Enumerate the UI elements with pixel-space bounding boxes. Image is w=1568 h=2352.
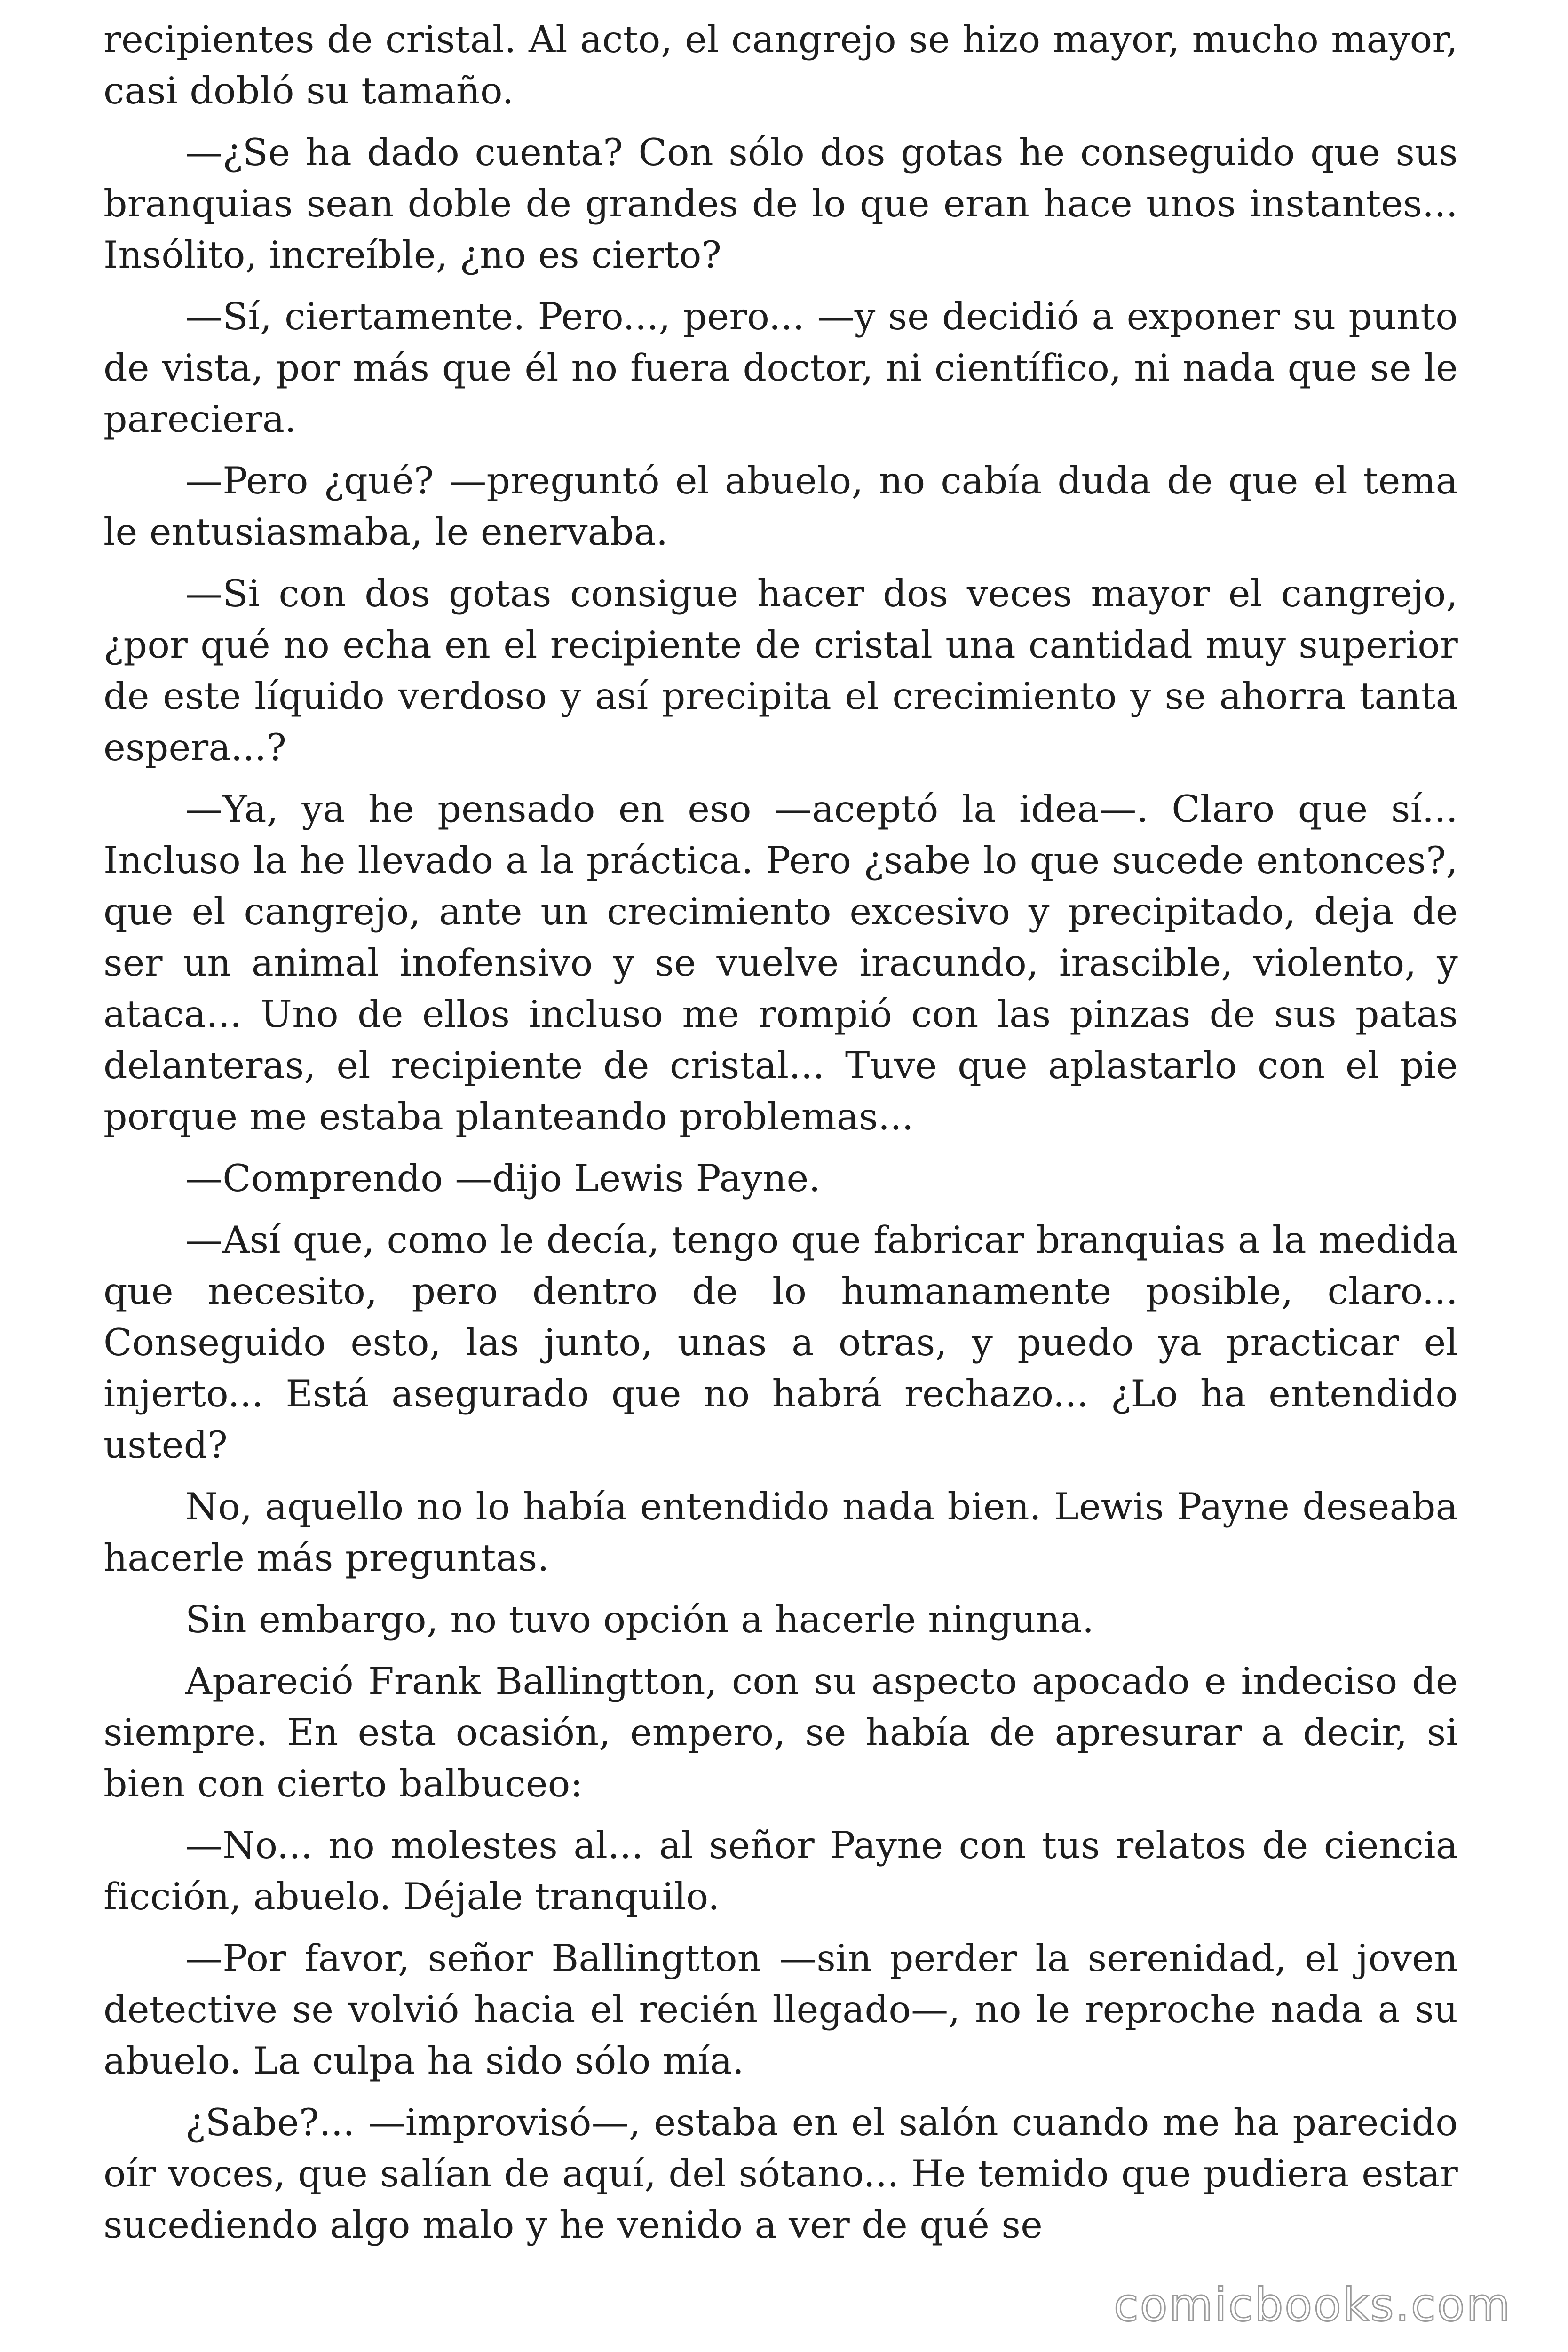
- paragraph: Sin embargo, no tuvo opción a hacerle ninguna.: [185, 1598, 1094, 1641]
- paragraph: —¿Se ha dado cuenta? Con sólo dos gotas he conseguido que sus branquias sean doble de grandes de lo que eran hace unos instantes... Insólito, increíble, ¿no es cierto?: [103, 131, 1458, 277]
- paragraph: —No... no molestes al... al señor Payne con tus relatos de ciencia ficción, abuelo. Déjale tranquilo.: [103, 1824, 1458, 1918]
- paragraph: —Así que, como le decía, tengo que fabricar branquias a la medida que necesito, pero dentro de lo humanamente posible, claro... Conseguido esto, las junto, unas a otras, y puedo ya practicar el injerto... Está asegurado que no habrá rechazo... ¿Lo ha entendido usted?: [103, 1218, 1458, 1467]
- paragraph: —Pero ¿qué? —preguntó el abuelo, no cabía duda de que el tema le entusiasmaba, le enervaba.: [103, 459, 1458, 554]
- book-page: [103, 14, 1458, 2319]
- paragraph: ¿Sabe?... —improvisó—, estaba en el salón cuando me ha parecido oír voces, que salían de aquí, del sótano... He temido que pudiera estar sucediendo algo malo y he venido a ver de qué se: [103, 2101, 1458, 2247]
- paragraph: —Sí, ciertamente. Pero..., pero... —y se decidió a exponer su punto de vista, por más que él no fuera doctor, ni científico, ni nada que se le pareciera.: [103, 295, 1458, 441]
- paragraph: No, aquello no lo había entendido nada bien. Lewis Payne deseaba hacerle más preguntas.: [103, 1485, 1458, 1580]
- watermark: comicbooks.com: [1113, 2279, 1512, 2331]
- paragraph: —Ya, ya he pensado en eso —aceptó la idea—. Claro que sí... Incluso la he llevado a la práctica. Pero ¿sabe lo que sucede entonces?, que el cangrejo, ante un crecimiento excesivo y precipitado, deja de ser un animal inofensivo y se vuelve iracundo, irascible, violento, y ataca... Uno de ellos incluso me rompió con las pinzas de sus patas delanteras, el recipiente de cristal... Tuve que aplastarlo con el pie porque me estaba planteando problemas...: [103, 787, 1458, 1138]
- paragraph: —Por favor, señor Ballingtton —sin perder la serenidad, el joven detective se volvió hacia el recién llegado—, no le reproche nada a su abuelo. La culpa ha sido sólo mía.: [103, 1937, 1458, 2082]
- paragraph: —Comprendo —dijo Lewis Payne.: [185, 1157, 821, 1200]
- paragraph: —Si con dos gotas consigue hacer dos veces mayor el cangrejo, ¿por qué no echa en el recipiente de cristal una cantidad muy superior de este líquido verdoso y así precipita el crecimiento y se ahorra tanta espera...?: [103, 572, 1458, 769]
- paragraph: Apareció Frank Ballingtton, con su aspecto apocado e indeciso de siempre. En esta ocasión, empero, se había de apresurar a decir, si bien con cierto balbuceo:: [103, 1660, 1458, 1805]
- paragraph: recipientes de cristal. Al acto, el cangrejo se hizo mayor, mucho mayor, casi dobló su tamaño.: [103, 18, 1458, 112]
